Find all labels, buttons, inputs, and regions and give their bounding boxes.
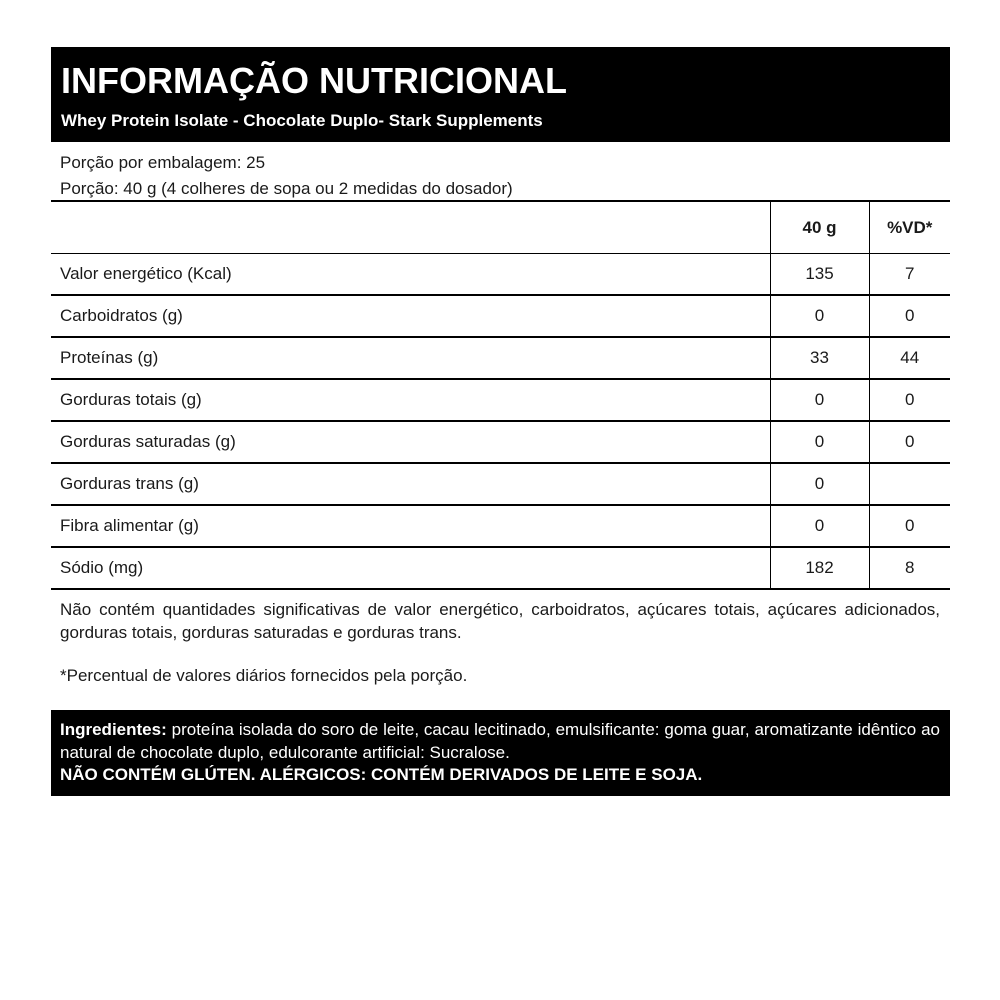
table-header-row xyxy=(51,201,950,254)
table-row xyxy=(51,421,950,463)
table-row xyxy=(51,337,950,379)
not-significant-note: Não contém quantidades significativas de valor energético, carboidratos, açúcares totais, açúcares adicionados, gorduras totais, gorduras saturadas e gorduras trans. xyxy=(60,600,940,642)
label-title: INFORMAÇÃO NUTRICIONAL xyxy=(61,60,567,101)
column-header-portion: 40 g xyxy=(770,201,869,254)
nutrient-quantity: 182 xyxy=(770,547,869,589)
nutrient-quantity: 0 xyxy=(770,505,869,547)
table-row xyxy=(51,254,950,296)
table-row xyxy=(51,505,950,547)
serving-info xyxy=(51,142,950,200)
table-row xyxy=(51,547,950,589)
nutrient-daily-value: 0 xyxy=(869,295,950,337)
nutrient-daily-value: 0 xyxy=(869,379,950,421)
nutrient-daily-value: 0 xyxy=(869,505,950,547)
table-row xyxy=(51,379,950,421)
nutrient-daily-value: 44 xyxy=(869,337,950,379)
ingredients-box xyxy=(51,710,950,796)
nutrient-quantity: 135 xyxy=(770,254,869,296)
nutrient-name: Carboidratos (g) xyxy=(51,295,770,337)
nutrient-name: Gorduras totais (g) xyxy=(51,379,770,421)
nutrient-daily-value: 7 xyxy=(869,254,950,296)
ingredients-text xyxy=(60,719,940,764)
column-header-daily-value: %VD* xyxy=(869,201,950,254)
nutrient-name: Proteínas (g) xyxy=(51,337,770,379)
nutrient-name: Sódio (mg) xyxy=(60,558,144,577)
label-header xyxy=(51,47,950,142)
nutrient-daily-value: 8 xyxy=(869,547,950,589)
servings-per-package: Porção por embalagem: 25 xyxy=(60,153,266,172)
nutrient-quantity: 0 xyxy=(770,421,869,463)
ingredients-label: Ingredientes: xyxy=(60,720,167,739)
nutrient-daily-value: 0 xyxy=(869,421,950,463)
allergen-warning: NÃO CONTÉM GLÚTEN. ALÉRGICOS: CONTÉM DERIVADOS DE LEITE E SOJA. xyxy=(60,765,703,784)
nutrient-name: Gorduras saturadas (g) xyxy=(51,421,770,463)
table-row xyxy=(51,463,950,505)
nutrient-quantity: 0 xyxy=(770,463,869,505)
nutrient-name: Fibra alimentar (g) xyxy=(51,505,770,547)
nutrient-name: Valor energético (Kcal) xyxy=(51,254,770,296)
nutrient-quantity: 0 xyxy=(770,295,869,337)
nutrition-table xyxy=(51,200,950,590)
nutrition-label xyxy=(51,47,950,796)
product-name: Whey Protein Isolate - Chocolate Duplo- Stark Supplements xyxy=(61,111,543,130)
nutrient-daily-value xyxy=(869,463,950,505)
nutrient-quantity: 33 xyxy=(770,337,869,379)
daily-value-footnote: *Percentual de valores diários fornecidos pela porção. xyxy=(60,666,468,685)
ingredients-list: proteína isolada do soro de leite, cacau lecitinado, emulsificante: goma guar, aromatizante idêntico ao natural de chocolate duplo, edulcorante artificial: Sucralose. xyxy=(60,720,940,762)
nutrient-name: Gorduras trans (g) xyxy=(51,463,770,505)
nutrient-quantity: 0 xyxy=(770,379,869,421)
column-header-nutrient xyxy=(51,201,770,254)
portion-size: Porção: 40 g (4 colheres de sopa ou 2 medidas do dosador) xyxy=(60,179,513,198)
table-row xyxy=(51,295,950,337)
